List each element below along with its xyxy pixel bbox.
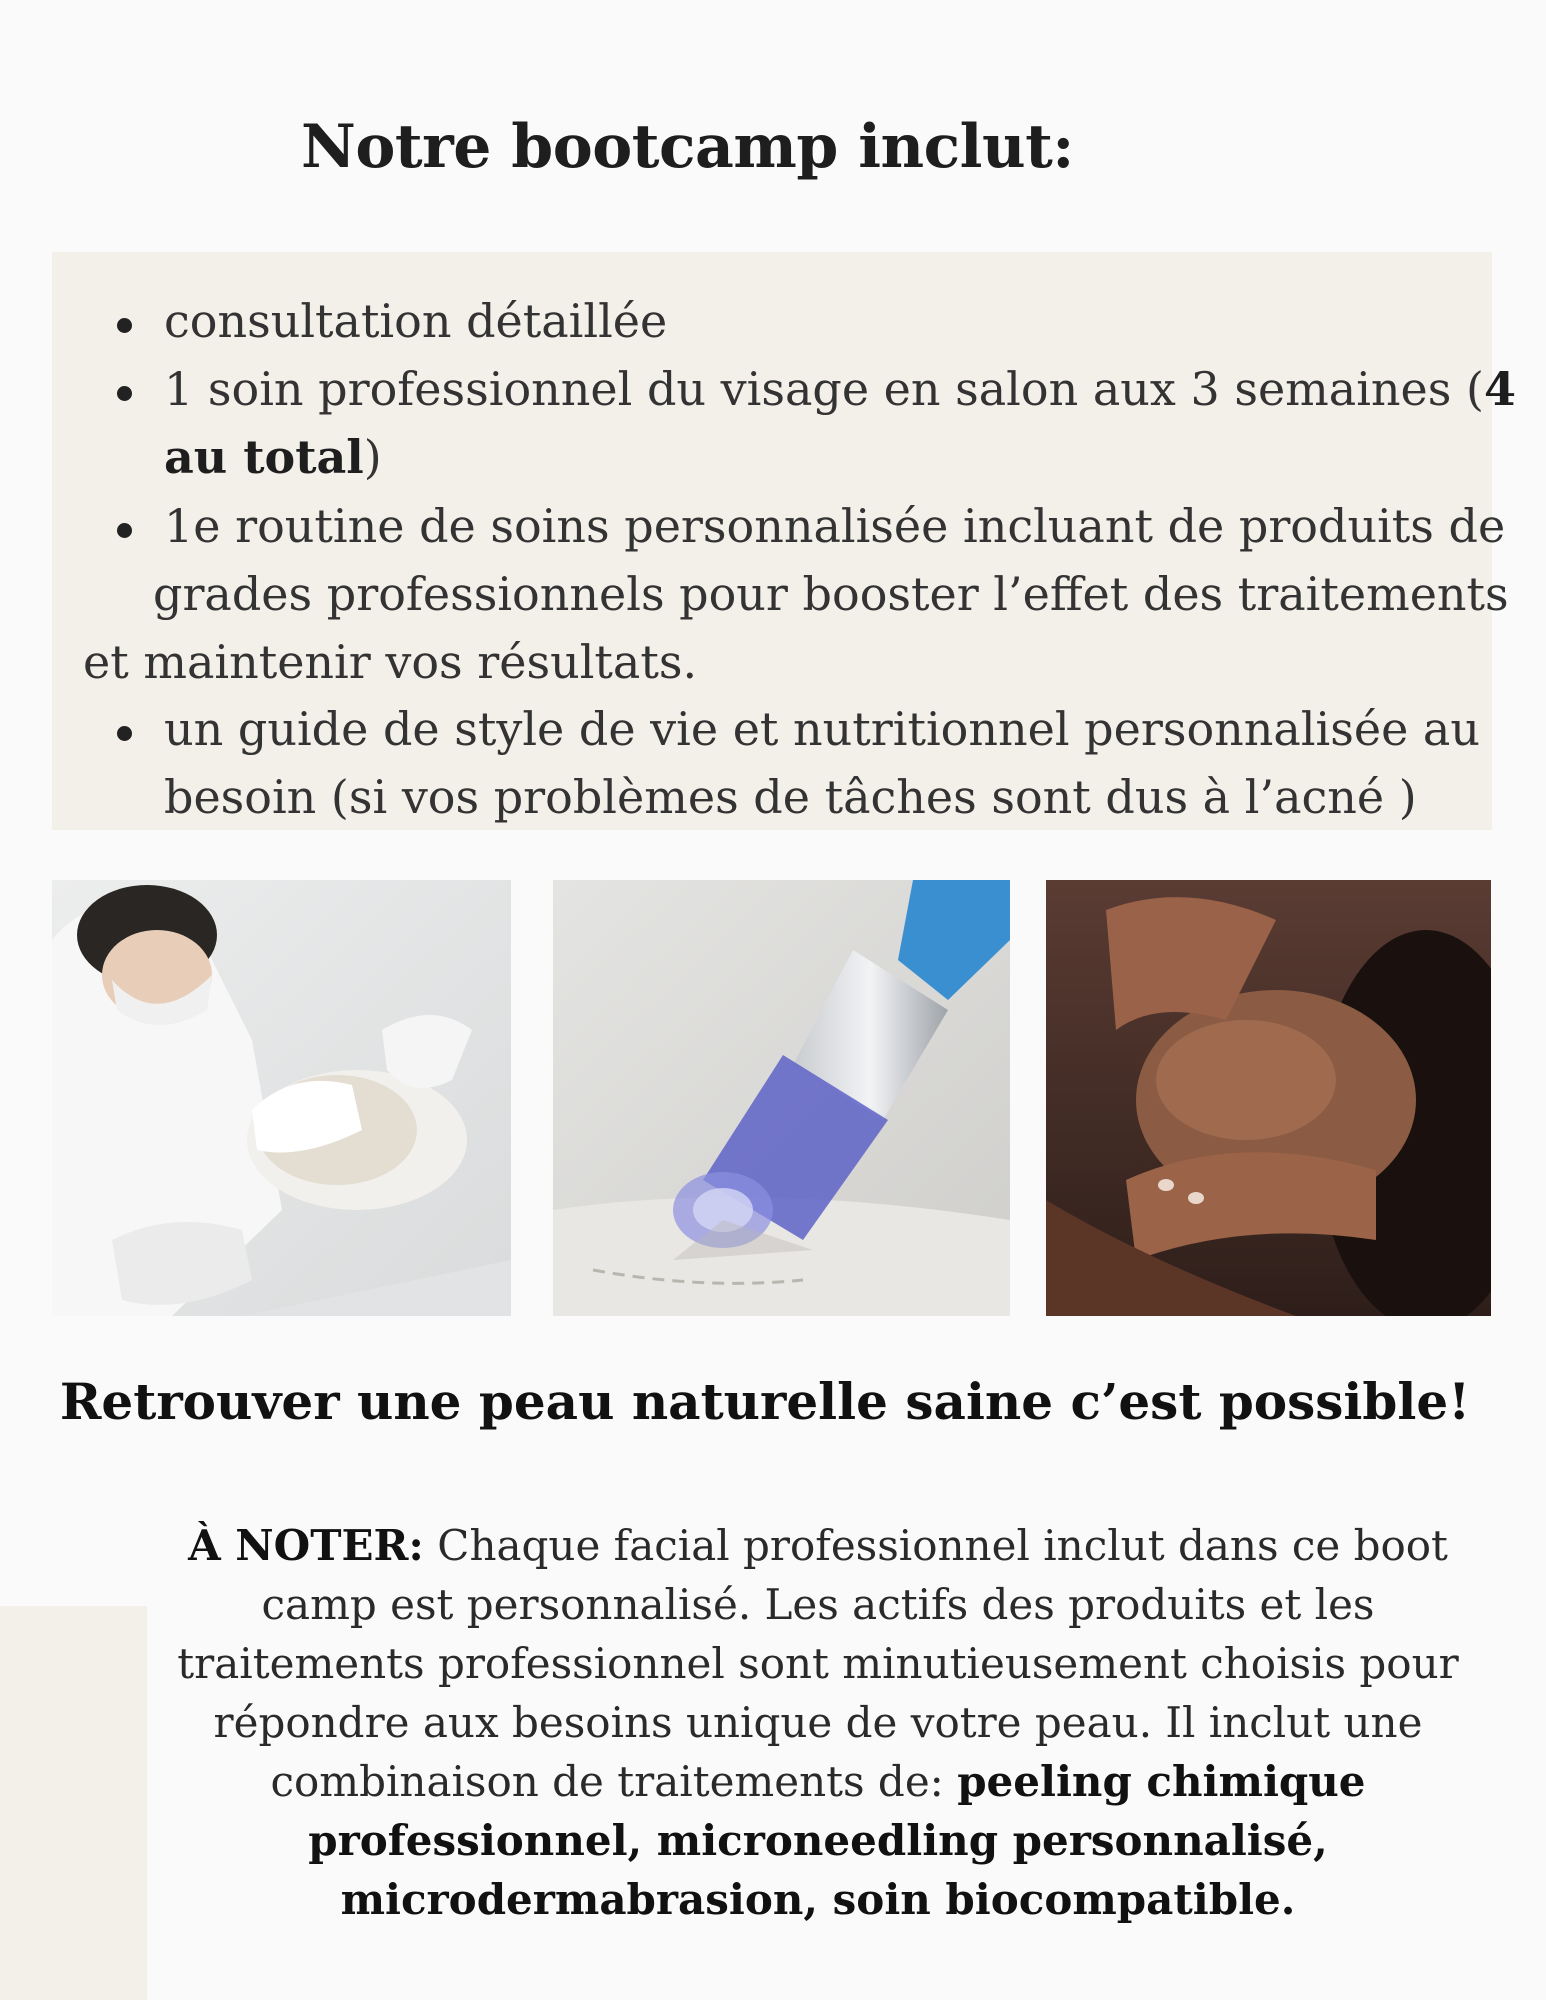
note-label: À NOTER: [188, 1521, 424, 1570]
page-title: Notre bootcamp inclut: [301, 112, 1074, 182]
list-item-routine-line1: 1e routine de soins personnalisée incluant de produits de [164, 499, 1506, 553]
list-item-routine-line3: et maintenir vos résultats. [83, 635, 698, 689]
note-paragraph [168, 1516, 1468, 1929]
slogan-heading: Retrouver une peau naturelle saine c’est possible! [59, 1372, 1471, 1431]
bullet-dot [117, 523, 132, 538]
note-treatments: peeling chimique professionnel, microneedling personnalisé, microdermabrasion, soin biocompatible. [308, 1757, 1366, 1924]
list-item-guide-line2: besoin (si vos problèmes de tâches sont dus à l’acné ) [164, 770, 1417, 824]
note-text: Chaque facial professionnel inclut dans ce boot camp est personnalisé. Les actifs des produits et les traitements professionnel sont minutieusement choisis pour répondre aux besoins unique de votre peau. Il inclut une combinaison de traitements de: [177, 1521, 1459, 1806]
photo-face-massage [1046, 880, 1491, 1316]
photo-microneedling-pen [553, 880, 1010, 1316]
bullet-dot [117, 318, 132, 333]
list-item-facial-line2: au total) [164, 430, 382, 484]
bullet-dot [117, 386, 132, 401]
list-item-guide-line1: un guide de style de vie et nutritionnel personnalisée au [164, 702, 1480, 756]
photo-facial-mask [52, 880, 511, 1316]
decorative-corner-block [0, 1606, 147, 2000]
list-item-facial-line1: 1 soin professionnel du visage en salon aux 3 semaines (4 [164, 362, 1516, 416]
bullet-dot [117, 726, 132, 741]
list-item-consultation: consultation détaillée [164, 294, 668, 348]
list-item-routine-line2: grades professionnels pour booster l’effet des traitements [153, 567, 1509, 621]
